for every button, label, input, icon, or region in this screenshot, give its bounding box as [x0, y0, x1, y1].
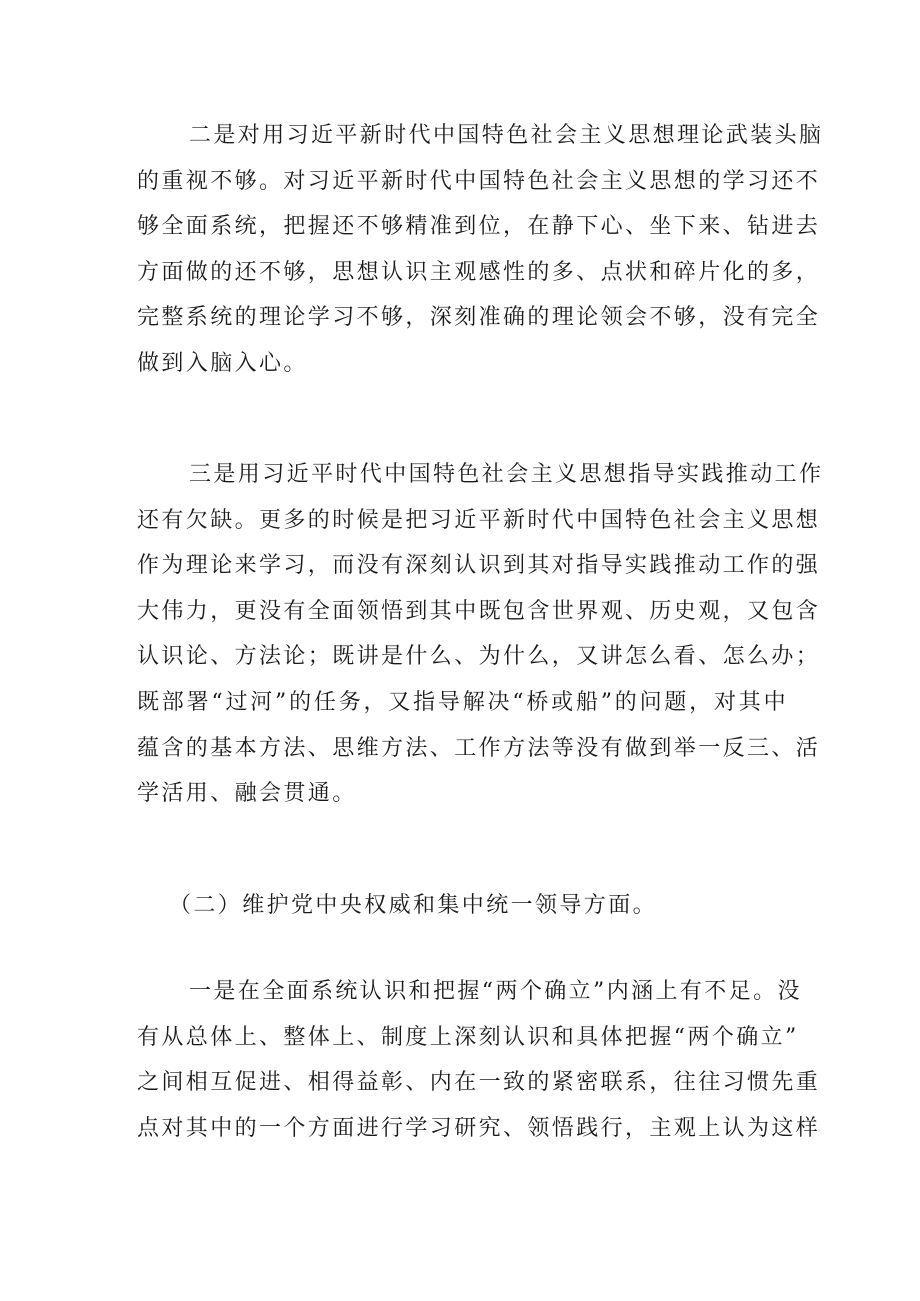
paragraph-guiding-practice [137, 452, 824, 817]
text-line: 有从总体上、整体上、制度上深刻认识和具体把握“两个确立” [137, 1024, 799, 1050]
text-line: 完整系统的理论学习不够，深刻准确的理论领会不够，没有完全 [137, 305, 821, 331]
text-line: 够全面系统，把握还不够精准到位，在静下心、坐下来、钻进去 [137, 214, 821, 240]
paragraph-two-establishments [137, 969, 821, 1151]
section-heading-text: （二）维护党中央权威和集中统一领导方面。 [169, 893, 658, 918]
text-line: 的重视不够。对习近平新时代中国特色社会主义思想的学习还不 [137, 168, 821, 194]
text-line: 还有欠缺。更多的时候是把习近平新时代中国特色社会主义思想 [137, 507, 821, 533]
text-line: 方面做的还不够，思想认识主观感性的多、点状和碎片化的多， [137, 259, 821, 285]
text-line: 学活用、融会贯通。 [137, 781, 357, 807]
text-line: 三是用习近平时代中国特色社会主义思想指导实践推动工作 [189, 462, 824, 487]
text-line: 做到入脑入心。 [137, 350, 308, 376]
text-line: 二是对用习近平新时代中国特色社会主义思想理论武装头脑 [189, 123, 824, 148]
text-line: 之间相互促进、相得益彰、内在一致的紧密联系，往往习惯先重 [137, 1070, 821, 1096]
text-line: 点对其中的一个方面进行学习研究、领悟践行，主观上认为这样 [137, 1115, 821, 1141]
text-line: 蕴含的基本方法、思维方法、工作方法等没有做到举一反三、活 [137, 735, 821, 761]
text-line: 既部署“过河”的任务，又指导解决“桥或船”的问题，对其中 [137, 689, 788, 715]
text-line: 一是在全面系统认识和把握“两个确立”内涵上有不足。没 [189, 979, 802, 1004]
section-heading [137, 883, 788, 929]
text-line: 作为理论来学习，而没有深刻认识到其对指导实践推动工作的强 [137, 553, 821, 579]
text-line: 大伟力，更没有全面领悟到其中既包含世界观、历史观，又包含 [137, 598, 821, 624]
text-line: 认识论、方法论；既讲是什么、为什么，又讲怎么看、怎么办； [137, 644, 821, 670]
paragraph-ideological-arming [137, 113, 824, 387]
